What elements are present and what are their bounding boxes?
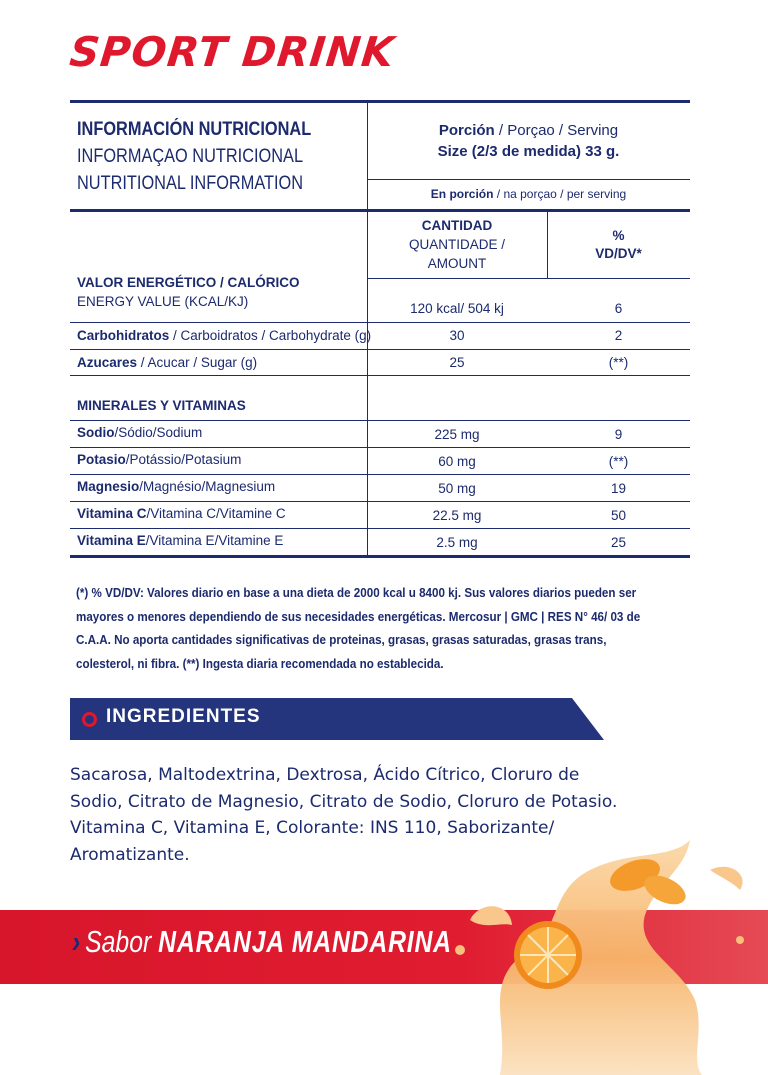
mineral-dv: (**) (608, 454, 629, 469)
chevron-right-icon: › (72, 924, 81, 959)
orange-splash-illustration (440, 830, 768, 1075)
mineral-amount: 60 mg (438, 454, 476, 469)
juice-droplet (455, 945, 465, 955)
orange-slice (514, 921, 582, 989)
nutrient-row: Azucares / Acucar / Sugar (g) (77, 355, 258, 370)
per-serving: En porción / na porçao / per serving (430, 187, 627, 201)
juice-drop (710, 867, 743, 890)
mineral-row: Magnesio/Magnésio/Magnesium (77, 479, 276, 494)
heading-es: INFORMACIÓN NUTRICIONAL (77, 119, 312, 140)
mineral-dv: 50 (610, 508, 627, 523)
nutrient-row: Carbohidratos / Carboidratos / Carbohydrate (g) (77, 328, 372, 343)
bullet-icon (82, 712, 97, 727)
minerals-heading: MINERALES Y VITAMINAS (77, 398, 246, 413)
mineral-amount: 2.5 mg (436, 535, 478, 550)
mineral-dv: 19 (610, 481, 627, 496)
dv-pct: % (612, 228, 625, 243)
energy-label-es: VALOR ENERGÉTICO / CALÓRICO (77, 275, 300, 290)
product-title: SPORT DRINK (67, 28, 397, 76)
energy-label-en: ENERGY VALUE (KCAL/KJ) (77, 294, 249, 309)
energy-dv: 6 (614, 301, 623, 316)
ingredients-text: Sacarosa, Maltodextrina, Dextrosa, Ácido Cítrico, Cloruro de Sodio, Citrato de Magnesio, Citrato de Sodio, Cloruro de Potasio. Vitamina C, Vitamina E, Colorante: INS 110, Saborizante/ Aromatizante. (70, 765, 618, 865)
nutrient-dv: 2 (614, 328, 623, 343)
amount-es: CANTIDAD (421, 218, 493, 233)
mineral-dv: 9 (614, 427, 623, 442)
mineral-row: Vitamina C/Vitamina C/Vitamine C (77, 506, 286, 521)
footnote: (*) % VD/DV: Valores diario en base a una dieta de 2000 kcal u 8400 kj. Sus valores diarios pueden ser mayores o menores dependiendo de sus necesidades energéticas. Mercosur | GMC | RES N° 46/ 03 de C.A.A. No aporta cantidades significativas de proteinas, grasas, grasas saturadas, grasas trans, colesterol, ni fibra. (**) Ingesta diaria recomendada no establecida. (76, 586, 641, 671)
heading-en: NUTRITIONAL INFORMATION (77, 173, 304, 194)
mineral-amount: 225 mg (434, 427, 480, 442)
mineral-amount: 50 mg (438, 481, 476, 496)
mineral-row: Potasio/Potássio/Potasium (77, 452, 242, 467)
energy-amount: 120 kcal/ 504 kj (410, 301, 504, 316)
dv-label: VD/DV* (595, 246, 642, 261)
ingredients-title: INGREDIENTES (106, 706, 261, 727)
nutrient-amount: 25 (449, 355, 465, 370)
nutrient-amount: 30 (449, 328, 465, 343)
serving-line1: Porción / Porçao / Serving (438, 122, 619, 139)
flavor-label: › Sabor NARANJA MANDARINA (72, 924, 452, 959)
mineral-amount: 22.5 mg (432, 508, 482, 523)
mineral-dv: 25 (610, 535, 627, 550)
mineral-row: Sodio/Sódio/Sodium (77, 425, 203, 440)
juice-droplet (736, 936, 744, 944)
mineral-row: Vitamina E/Vitamina E/Vitamine E (77, 533, 284, 548)
flavor-name: NARANJA MANDARINA (158, 924, 452, 959)
nutrient-dv: (**) (608, 355, 629, 370)
serving-line2: Size (2/3 de medida) 33 g. (437, 143, 620, 160)
amount-en: AMOUNT (427, 256, 487, 271)
heading-pt: INFORMAÇAO NUTRICIONAL (77, 146, 304, 167)
nutrition-table (70, 100, 690, 558)
juice-drop (470, 906, 512, 925)
amount-pt: QUANTIDADE / (408, 237, 505, 252)
